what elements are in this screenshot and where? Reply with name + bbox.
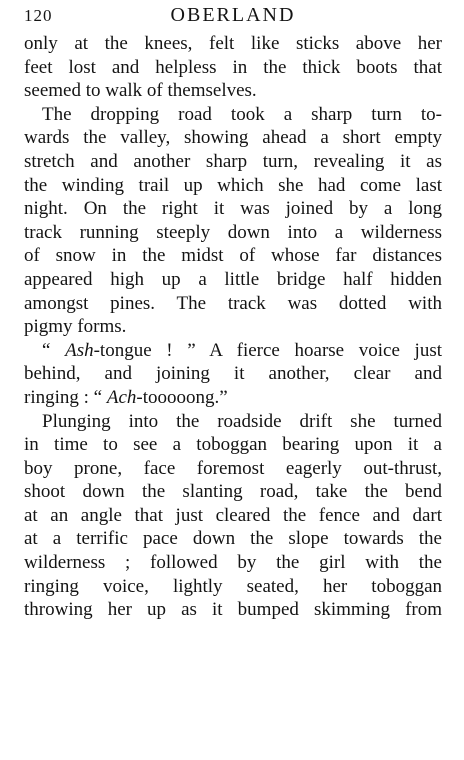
text-line: at a terrific pace down the slope towards the [24,528,442,550]
text-line: stretch and another sharp turn, revealing it as [24,150,442,172]
text-line: Plunging into the roadside drift she turned [42,410,442,432]
text-line: throwing her up as it bumped skimming from [24,599,442,621]
page-number: 120 [24,6,53,25]
running-title: OBERLAND [170,4,296,26]
text-line: ringing voice, lightly seated, her toboggan [24,575,442,597]
text-line: The dropping road took a sharp turn to- [42,103,442,125]
page-header [24,4,442,30]
text-line: only at the knees, felt like sticks above her [24,33,442,54]
text-line: of snow in the midst of whose far distances [24,245,442,267]
text-line: feet lost and helpless in the thick boots that [24,56,442,78]
text-line: in time to see a toboggan bearing upon it a [24,434,442,456]
text-line: seemed to walk of themselves. [24,80,257,102]
text-line: behind, and joining it another, clear and [24,363,442,385]
body-text [24,32,442,622]
book-page [24,4,442,622]
text-line: night. On the right it was joined by a long [24,198,442,220]
text-line: track running steeply down into a wilderness [24,221,442,243]
text-line: amongst pines. The track was dotted with [24,292,442,314]
text-line: pigmy forms. [24,316,127,338]
text-line: wards the valley, showing ahead a short empty [24,127,442,149]
text-line: appeared high up a little bridge half hidden [24,268,442,290]
text-line: ringing : “ Ach-tooooong.” [24,386,228,408]
text-line: boy prone, face foremost eagerly out-thrust, [24,457,442,479]
text-line: shoot down the slanting road, take the bend [24,481,442,503]
text-line: at an angle that just cleared the fence and dart [24,504,442,526]
text-line: wilderness ; followed by the girl with the [24,552,442,574]
text-line: “ Ash-tongue ! ” A fierce hoarse voice just [42,339,443,361]
text-line: the winding trail up which she had come last [24,174,442,196]
